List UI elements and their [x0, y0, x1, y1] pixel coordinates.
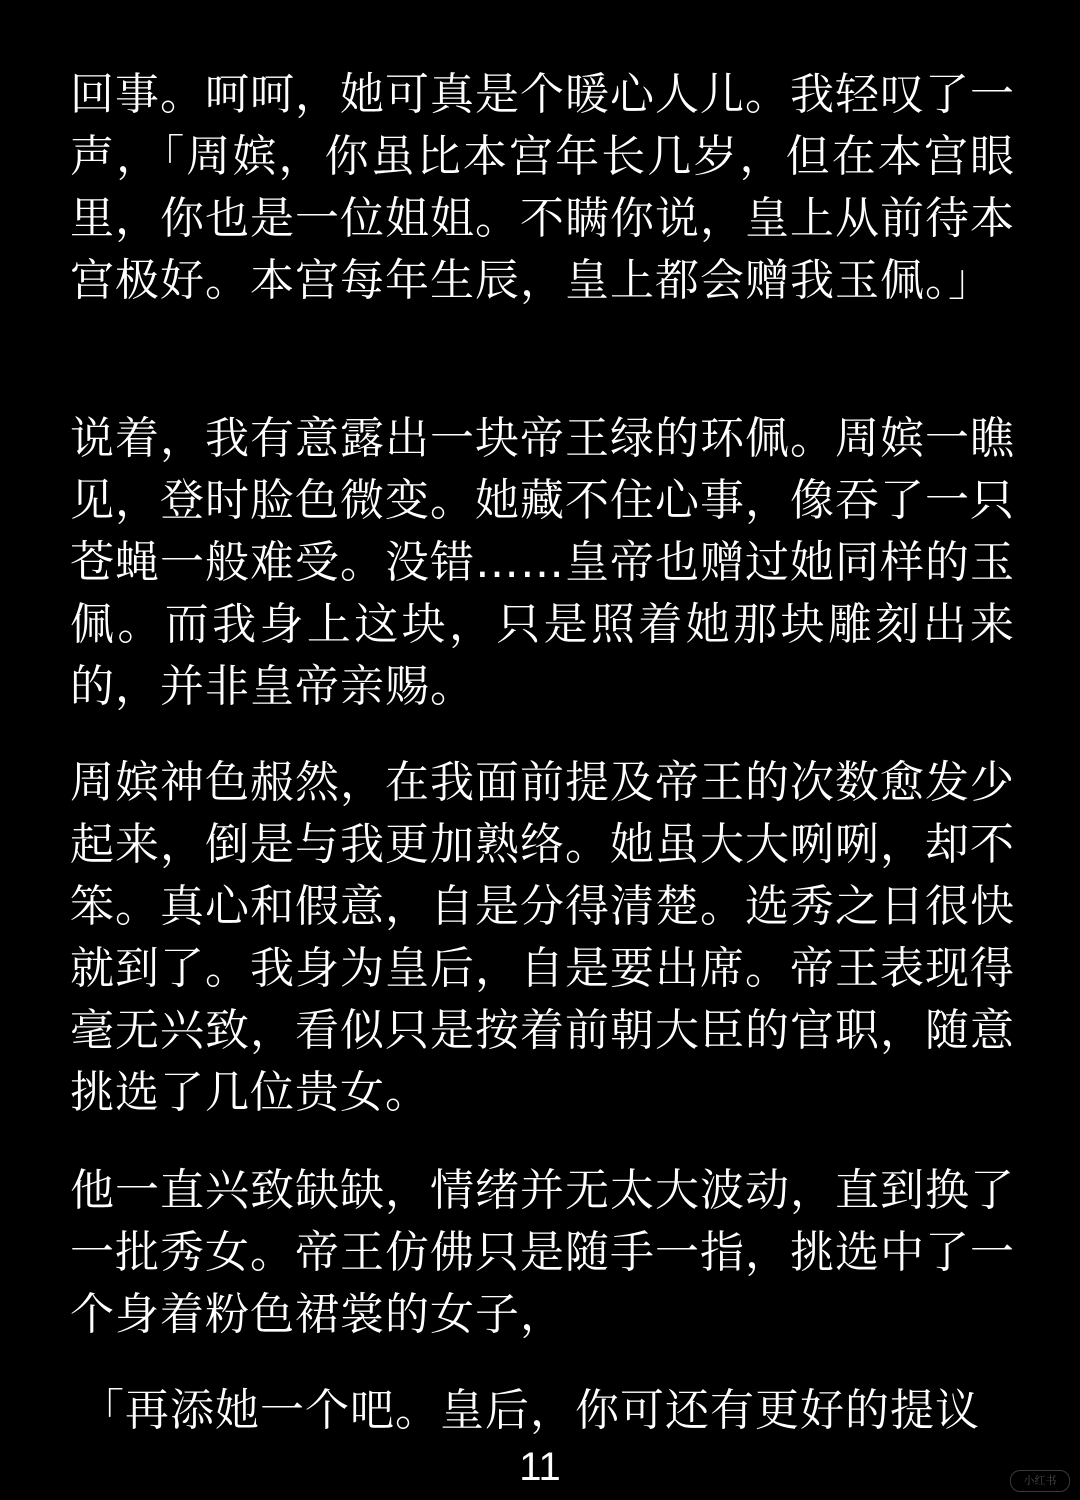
paragraph-1: 回事。呵呵，她可真是个暖心人儿。我轻叹了一声，「周嫔，你虽比本宫年长几岁，但在本宫眼里，你也是一位姐姐。不瞒你说，皇上从前待本宫极好。本宫每年生辰，皇上都会赠我玉佩。」 [70, 69, 1015, 306]
paragraph-2: 说着，我有意露出一块帝王绿的环佩。周嫔一瞧见，登时脸色微变。她藏不住心事，像吞了一只苍蝇一般难受。没错……皇帝也赠过她同样的玉佩。而我身上这块，只是照着她那块雕刻出来的，并非皇帝亲赐。 [70, 413, 1015, 712]
paragraph-5: 「再添她一个吧。皇后，你可还有更好的提议 [80, 1385, 980, 1436]
watermark-logo: 小红书 [1010, 1470, 1070, 1492]
page-number: 11 [519, 1445, 561, 1489]
paragraph-4: 他一直兴致缺缺，情绪并无太大波动，直到换了一批秀女。帝王仿佛只是随手一指，挑选中了一个身着粉色裙裳的女子， [70, 1165, 1015, 1340]
paragraph-3: 周嫔神色赧然，在我面前提及帝王的次数愈发少起来，倒是与我更加熟络。她虽大大咧咧，却不笨。真心和假意，自是分得清楚。选秀之日很快就到了。我身为皇后，自是要出席。帝王表现得毫无兴致，看似只是按着前朝大臣的官职，随意挑选了几位贵女。 [70, 757, 1015, 1118]
